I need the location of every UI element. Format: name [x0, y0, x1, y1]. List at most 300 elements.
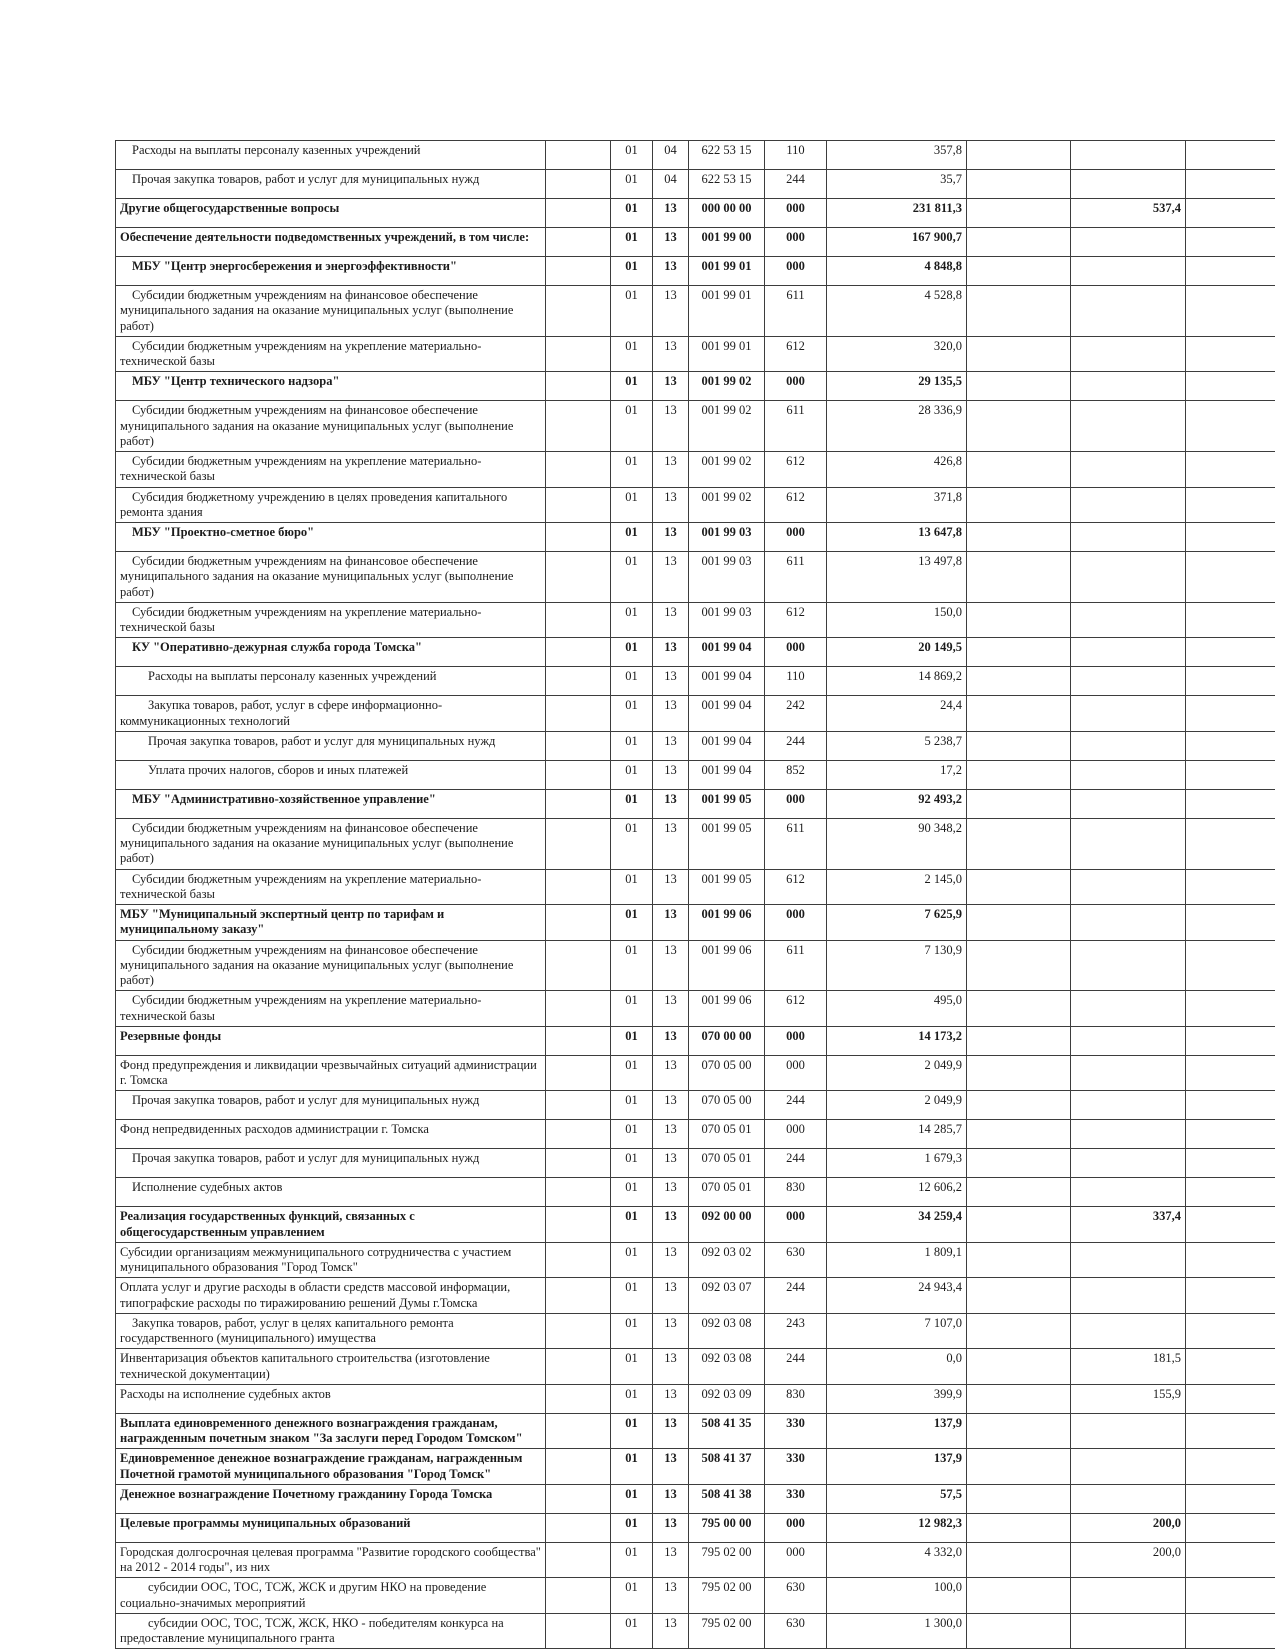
cell-amount-2 [1071, 667, 1186, 696]
cell-razdel: 01 [611, 760, 653, 789]
cell-amount-2 [1071, 170, 1186, 199]
cell-name: Субсидии бюджетным учреждениям на финансовое обеспечение муниципального задания на оказание муниципальных услуг (выполнение работ) [116, 401, 546, 452]
cell-amount: 399,9 [827, 1384, 967, 1413]
cell-target-code: 001 99 06 [689, 991, 765, 1027]
cell-spacer [546, 141, 611, 170]
cell-amount-2 [1071, 1149, 1186, 1178]
table-row [116, 336, 1275, 372]
cell-target-code: 070 05 01 [689, 1149, 765, 1178]
cell-razdel: 01 [611, 1384, 653, 1413]
table-row [116, 452, 1275, 488]
cell-amount-2 [1071, 452, 1186, 488]
cell-expense-type: 830 [765, 1178, 827, 1207]
cell-clipped [1186, 1313, 1275, 1349]
cell-amount-2 [1071, 523, 1186, 552]
cell-razdel: 01 [611, 1149, 653, 1178]
cell-spacer-2 [967, 1091, 1071, 1120]
cell-expense-type: 244 [765, 1091, 827, 1120]
cell-podrazdel: 13 [653, 1120, 689, 1149]
cell-name: субсидии ООС, ТОС, ТСЖ, ЖСК, НКО - победителям конкурса на предоставление муниципального гранта [116, 1613, 546, 1649]
cell-target-code: 092 03 07 [689, 1278, 765, 1314]
cell-amount: 34 259,4 [827, 1207, 967, 1243]
cell-podrazdel: 13 [653, 336, 689, 372]
cell-podrazdel: 13 [653, 1278, 689, 1314]
table-row [116, 1313, 1275, 1349]
cell-podrazdel: 13 [653, 552, 689, 603]
cell-target-code: 000 00 00 [689, 199, 765, 228]
table-row [116, 602, 1275, 638]
table-row [116, 1120, 1275, 1149]
cell-target-code: 001 99 02 [689, 487, 765, 523]
cell-amount-2 [1071, 1413, 1186, 1449]
cell-amount-2 [1071, 940, 1186, 991]
cell-razdel: 01 [611, 1484, 653, 1513]
cell-razdel: 01 [611, 1542, 653, 1578]
cell-amount: 2 049,9 [827, 1055, 967, 1091]
cell-podrazdel: 13 [653, 1149, 689, 1178]
cell-razdel: 01 [611, 869, 653, 905]
table-row [116, 552, 1275, 603]
cell-podrazdel: 13 [653, 452, 689, 488]
cell-name: Единовременное денежное вознаграждение гражданам, награжденным Почетной грамотой муниципального образования "Город Томск" [116, 1449, 546, 1485]
cell-spacer [546, 818, 611, 869]
cell-spacer-2 [967, 818, 1071, 869]
cell-expense-type: 000 [765, 1542, 827, 1578]
cell-amount: 24,4 [827, 696, 967, 732]
cell-target-code: 001 99 04 [689, 760, 765, 789]
cell-clipped [1186, 869, 1275, 905]
cell-clipped [1186, 552, 1275, 603]
cell-razdel: 01 [611, 789, 653, 818]
cell-spacer [546, 1026, 611, 1055]
cell-name: Другие общегосударственные вопросы [116, 199, 546, 228]
cell-amount-2 [1071, 1484, 1186, 1513]
cell-amount: 90 348,2 [827, 818, 967, 869]
cell-spacer [546, 1513, 611, 1542]
cell-expense-type: 110 [765, 141, 827, 170]
cell-target-code: 001 99 04 [689, 696, 765, 732]
cell-spacer-2 [967, 1242, 1071, 1278]
cell-razdel: 01 [611, 602, 653, 638]
cell-amount-2 [1071, 1120, 1186, 1149]
cell-clipped [1186, 696, 1275, 732]
cell-razdel: 01 [611, 638, 653, 667]
cell-podrazdel: 13 [653, 372, 689, 401]
cell-expense-type: 330 [765, 1484, 827, 1513]
cell-name: Закупка товаров, работ, услуг в целях капитального ремонта государственного (муниципального) имущества [116, 1313, 546, 1349]
cell-amount-2 [1071, 602, 1186, 638]
cell-podrazdel: 13 [653, 940, 689, 991]
cell-amount-2 [1071, 818, 1186, 869]
cell-podrazdel: 13 [653, 1413, 689, 1449]
cell-amount: 320,0 [827, 336, 967, 372]
cell-razdel: 01 [611, 1578, 653, 1614]
cell-target-code: 001 99 05 [689, 818, 765, 869]
cell-name: Прочая закупка товаров, работ и услуг для муниципальных нужд [116, 1091, 546, 1120]
cell-target-code: 001 99 02 [689, 452, 765, 488]
cell-target-code: 092 03 08 [689, 1349, 765, 1385]
cell-name: МБУ "Проектно-сметное бюро" [116, 523, 546, 552]
cell-expense-type: 852 [765, 760, 827, 789]
table-row [116, 1449, 1275, 1485]
cell-spacer-2 [967, 1613, 1071, 1649]
cell-spacer [546, 789, 611, 818]
cell-amount: 1 809,1 [827, 1242, 967, 1278]
cell-amount: 14 173,2 [827, 1026, 967, 1055]
cell-amount-2 [1071, 336, 1186, 372]
table-row [116, 372, 1275, 401]
cell-spacer [546, 1055, 611, 1091]
cell-clipped [1186, 228, 1275, 257]
cell-amount: 0,0 [827, 1349, 967, 1385]
cell-name: Субсидии организациям межмуниципального сотрудничества с участием муниципального образования "Город Томск" [116, 1242, 546, 1278]
cell-target-code: 795 02 00 [689, 1613, 765, 1649]
cell-podrazdel: 13 [653, 1349, 689, 1385]
cell-clipped [1186, 452, 1275, 488]
cell-amount: 7 130,9 [827, 940, 967, 991]
cell-expense-type: 000 [765, 228, 827, 257]
cell-name: Уплата прочих налогов, сборов и иных платежей [116, 760, 546, 789]
cell-amount: 2 049,9 [827, 1091, 967, 1120]
cell-clipped [1186, 1513, 1275, 1542]
cell-spacer [546, 638, 611, 667]
cell-expense-type: 611 [765, 818, 827, 869]
cell-clipped [1186, 1384, 1275, 1413]
cell-amount-2: 537,4 [1071, 199, 1186, 228]
table-row [116, 199, 1275, 228]
cell-razdel: 01 [611, 552, 653, 603]
cell-spacer-2 [967, 1449, 1071, 1485]
cell-amount: 4 528,8 [827, 286, 967, 337]
cell-name: МБУ "Центр технического надзора" [116, 372, 546, 401]
cell-spacer-2 [967, 228, 1071, 257]
table-row [116, 1384, 1275, 1413]
cell-spacer [546, 1613, 611, 1649]
cell-name: Оплата услуг и другие расходы в области средств массовой информации, типографские расходы по тиражированию решений Думы г.Томска [116, 1278, 546, 1314]
cell-podrazdel: 13 [653, 228, 689, 257]
table-row [116, 789, 1275, 818]
cell-spacer-2 [967, 257, 1071, 286]
cell-target-code: 001 99 02 [689, 401, 765, 452]
cell-target-code: 508 41 38 [689, 1484, 765, 1513]
cell-amount-2 [1071, 487, 1186, 523]
table-row [116, 869, 1275, 905]
cell-clipped [1186, 199, 1275, 228]
cell-expense-type: 612 [765, 602, 827, 638]
cell-podrazdel: 13 [653, 1178, 689, 1207]
cell-spacer-2 [967, 760, 1071, 789]
cell-target-code: 622 53 15 [689, 170, 765, 199]
cell-spacer-2 [967, 1384, 1071, 1413]
cell-expense-type: 244 [765, 170, 827, 199]
cell-amount-2 [1071, 731, 1186, 760]
cell-amount-2 [1071, 1578, 1186, 1614]
cell-podrazdel: 04 [653, 141, 689, 170]
cell-spacer-2 [967, 1513, 1071, 1542]
cell-amount-2 [1071, 869, 1186, 905]
table-row [116, 940, 1275, 991]
cell-spacer-2 [967, 905, 1071, 941]
cell-expense-type: 000 [765, 257, 827, 286]
cell-clipped [1186, 940, 1275, 991]
cell-name: Расходы на исполнение судебных актов [116, 1384, 546, 1413]
cell-razdel: 01 [611, 991, 653, 1027]
table-row [116, 1149, 1275, 1178]
cell-clipped [1186, 789, 1275, 818]
cell-target-code: 001 99 04 [689, 667, 765, 696]
cell-spacer [546, 1578, 611, 1614]
table-row [116, 731, 1275, 760]
cell-clipped [1186, 1484, 1275, 1513]
cell-clipped [1186, 1413, 1275, 1449]
cell-target-code: 001 99 01 [689, 257, 765, 286]
cell-name: Фонд непредвиденных расходов администрации г. Томска [116, 1120, 546, 1149]
cell-clipped [1186, 1242, 1275, 1278]
cell-amount-2 [1071, 141, 1186, 170]
table-row [116, 1178, 1275, 1207]
budget-table-body [116, 141, 1275, 1649]
cell-amount: 20 149,5 [827, 638, 967, 667]
cell-spacer [546, 1149, 611, 1178]
cell-razdel: 01 [611, 818, 653, 869]
cell-razdel: 01 [611, 1091, 653, 1120]
cell-spacer-2 [967, 1055, 1071, 1091]
cell-podrazdel: 13 [653, 1484, 689, 1513]
cell-spacer-2 [967, 523, 1071, 552]
cell-spacer-2 [967, 552, 1071, 603]
cell-spacer-2 [967, 487, 1071, 523]
table-row [116, 257, 1275, 286]
cell-expense-type: 000 [765, 1513, 827, 1542]
cell-amount: 35,7 [827, 170, 967, 199]
cell-razdel: 01 [611, 1513, 653, 1542]
cell-amount-2 [1071, 991, 1186, 1027]
cell-expense-type: 243 [765, 1313, 827, 1349]
cell-razdel: 01 [611, 487, 653, 523]
cell-razdel: 01 [611, 1278, 653, 1314]
cell-podrazdel: 13 [653, 523, 689, 552]
cell-razdel: 01 [611, 1413, 653, 1449]
cell-target-code: 001 99 02 [689, 372, 765, 401]
table-row [116, 1026, 1275, 1055]
cell-target-code: 508 41 35 [689, 1413, 765, 1449]
cell-name: Инвентаризация объектов капитального строительства (изготовление технической документации) [116, 1349, 546, 1385]
cell-clipped [1186, 170, 1275, 199]
cell-amount-2 [1071, 696, 1186, 732]
cell-target-code: 001 99 03 [689, 602, 765, 638]
cell-name: Денежное вознаграждение Почетному гражданину Города Томска [116, 1484, 546, 1513]
cell-clipped [1186, 1149, 1275, 1178]
cell-expense-type: 000 [765, 905, 827, 941]
cell-name: Обеспечение деятельности подведомственных учреждений, в том числе: [116, 228, 546, 257]
cell-amount: 12 606,2 [827, 1178, 967, 1207]
table-row [116, 1207, 1275, 1243]
cell-spacer [546, 991, 611, 1027]
cell-clipped [1186, 1178, 1275, 1207]
cell-clipped [1186, 1578, 1275, 1614]
table-row [116, 401, 1275, 452]
cell-clipped [1186, 991, 1275, 1027]
cell-target-code: 001 99 01 [689, 336, 765, 372]
cell-amount: 29 135,5 [827, 372, 967, 401]
cell-clipped [1186, 487, 1275, 523]
cell-spacer-2 [967, 1542, 1071, 1578]
cell-expense-type: 242 [765, 696, 827, 732]
cell-podrazdel: 13 [653, 731, 689, 760]
cell-name: Субсидия бюджетному учреждению в целях проведения капитального ремонта здания [116, 487, 546, 523]
cell-amount-2 [1071, 1449, 1186, 1485]
table-row [116, 696, 1275, 732]
cell-amount: 1 300,0 [827, 1613, 967, 1649]
cell-spacer [546, 1542, 611, 1578]
cell-expense-type: 000 [765, 372, 827, 401]
cell-expense-type: 000 [765, 1207, 827, 1243]
cell-target-code: 070 00 00 [689, 1026, 765, 1055]
cell-spacer [546, 552, 611, 603]
cell-amount: 7 625,9 [827, 905, 967, 941]
cell-clipped [1186, 336, 1275, 372]
cell-amount: 28 336,9 [827, 401, 967, 452]
cell-clipped [1186, 401, 1275, 452]
cell-name: Субсидии бюджетным учреждениям на укрепление материально-технической базы [116, 869, 546, 905]
cell-razdel: 01 [611, 523, 653, 552]
cell-spacer [546, 1242, 611, 1278]
cell-name: Субсидии бюджетным учреждениям на укрепление материально-технической базы [116, 452, 546, 488]
cell-name: Субсидии бюджетным учреждениям на финансовое обеспечение муниципального задания на оказание муниципальных услуг (выполнение работ) [116, 552, 546, 603]
cell-name: Прочая закупка товаров, работ и услуг для муниципальных нужд [116, 1149, 546, 1178]
cell-clipped [1186, 1542, 1275, 1578]
cell-podrazdel: 13 [653, 789, 689, 818]
cell-target-code: 622 53 15 [689, 141, 765, 170]
cell-spacer [546, 1413, 611, 1449]
cell-target-code: 001 99 03 [689, 552, 765, 603]
cell-spacer [546, 1120, 611, 1149]
cell-clipped [1186, 1055, 1275, 1091]
cell-spacer-2 [967, 1120, 1071, 1149]
cell-amount-2: 155,9 [1071, 1384, 1186, 1413]
cell-clipped [1186, 1278, 1275, 1314]
cell-expense-type: 244 [765, 1349, 827, 1385]
cell-expense-type: 612 [765, 869, 827, 905]
cell-spacer-2 [967, 1413, 1071, 1449]
cell-spacer-2 [967, 1026, 1071, 1055]
cell-podrazdel: 13 [653, 1449, 689, 1485]
table-row [116, 487, 1275, 523]
cell-spacer-2 [967, 286, 1071, 337]
cell-clipped [1186, 1207, 1275, 1243]
cell-clipped [1186, 1120, 1275, 1149]
cell-spacer-2 [967, 991, 1071, 1027]
cell-spacer [546, 760, 611, 789]
cell-podrazdel: 13 [653, 1055, 689, 1091]
cell-spacer [546, 869, 611, 905]
cell-amount-2 [1071, 1055, 1186, 1091]
table-row [116, 228, 1275, 257]
cell-spacer-2 [967, 940, 1071, 991]
cell-spacer [546, 731, 611, 760]
cell-target-code: 001 99 05 [689, 789, 765, 818]
cell-name: Субсидии бюджетным учреждениям на финансовое обеспечение муниципального задания на оказание муниципальных услуг (выполнение работ) [116, 818, 546, 869]
cell-target-code: 092 03 08 [689, 1313, 765, 1349]
cell-clipped [1186, 372, 1275, 401]
cell-podrazdel: 13 [653, 199, 689, 228]
cell-amount-2: 181,5 [1071, 1349, 1186, 1385]
cell-name: Выплата единовременного денежного вознаграждения гражданам, награжденным почетным знаком "За заслуги перед Городом Томском" [116, 1413, 546, 1449]
cell-spacer [546, 487, 611, 523]
cell-target-code: 508 41 37 [689, 1449, 765, 1485]
cell-amount: 12 982,3 [827, 1513, 967, 1542]
cell-target-code: 001 99 04 [689, 731, 765, 760]
cell-podrazdel: 13 [653, 638, 689, 667]
cell-spacer [546, 286, 611, 337]
cell-amount: 17,2 [827, 760, 967, 789]
cell-amount-2 [1071, 286, 1186, 337]
cell-podrazdel: 13 [653, 667, 689, 696]
cell-expense-type: 611 [765, 552, 827, 603]
table-row [116, 523, 1275, 552]
cell-target-code: 070 05 00 [689, 1055, 765, 1091]
cell-name: Прочая закупка товаров, работ и услуг для муниципальных нужд [116, 731, 546, 760]
table-row [116, 1413, 1275, 1449]
cell-razdel: 01 [611, 336, 653, 372]
cell-name: Целевые программы муниципальных образований [116, 1513, 546, 1542]
cell-spacer-2 [967, 1313, 1071, 1349]
cell-target-code: 001 99 06 [689, 905, 765, 941]
cell-expense-type: 630 [765, 1613, 827, 1649]
cell-expense-type: 330 [765, 1413, 827, 1449]
cell-amount: 14 869,2 [827, 667, 967, 696]
cell-clipped [1186, 638, 1275, 667]
cell-podrazdel: 13 [653, 1384, 689, 1413]
cell-amount-2 [1071, 228, 1186, 257]
cell-expense-type: 000 [765, 1026, 827, 1055]
table-row [116, 1091, 1275, 1120]
cell-clipped [1186, 1449, 1275, 1485]
cell-razdel: 01 [611, 1055, 653, 1091]
cell-amount: 7 107,0 [827, 1313, 967, 1349]
cell-expense-type: 110 [765, 667, 827, 696]
cell-spacer [546, 905, 611, 941]
cell-razdel: 01 [611, 452, 653, 488]
cell-spacer [546, 199, 611, 228]
cell-expense-type: 000 [765, 789, 827, 818]
cell-spacer-2 [967, 141, 1071, 170]
cell-expense-type: 000 [765, 199, 827, 228]
cell-amount-2: 200,0 [1071, 1542, 1186, 1578]
cell-expense-type: 244 [765, 731, 827, 760]
cell-razdel: 01 [611, 1349, 653, 1385]
cell-spacer-2 [967, 1278, 1071, 1314]
cell-razdel: 01 [611, 1613, 653, 1649]
cell-target-code: 070 05 01 [689, 1120, 765, 1149]
cell-amount: 13 497,8 [827, 552, 967, 603]
table-row [116, 1513, 1275, 1542]
cell-razdel: 01 [611, 199, 653, 228]
cell-amount: 426,8 [827, 452, 967, 488]
cell-spacer [546, 1313, 611, 1349]
cell-spacer [546, 452, 611, 488]
cell-podrazdel: 13 [653, 1542, 689, 1578]
cell-expense-type: 830 [765, 1384, 827, 1413]
cell-podrazdel: 13 [653, 869, 689, 905]
cell-target-code: 795 00 00 [689, 1513, 765, 1542]
cell-spacer [546, 1278, 611, 1314]
cell-podrazdel: 13 [653, 1242, 689, 1278]
cell-name: Субсидии бюджетным учреждениям на укрепление материально-технической базы [116, 991, 546, 1027]
cell-clipped [1186, 1091, 1275, 1120]
cell-amount: 5 238,7 [827, 731, 967, 760]
cell-razdel: 01 [611, 1449, 653, 1485]
